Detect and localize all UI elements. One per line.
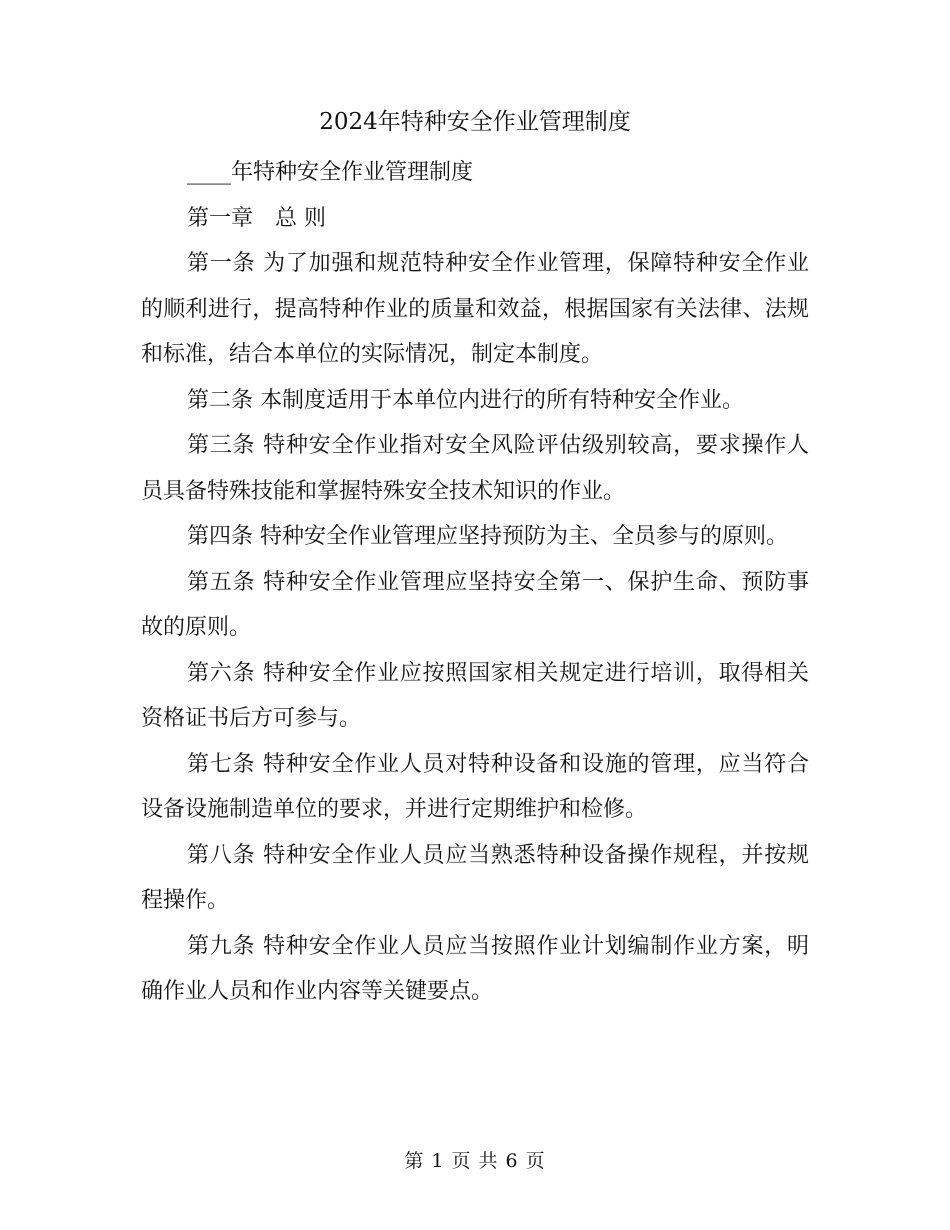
article-6: 第六条 特种安全作业应按照国家相关规定进行培训，取得相关资格证书后方可参与。 <box>141 660 809 731</box>
article-8: 第八条 特种安全作业人员应当熟悉特种设备操作规程，并按规程操作。 <box>141 842 809 913</box>
article-3: 第三条 特种安全作业指对安全风险评估级别较高，要求操作人员具备特殊技能和掌握特殊安全技术知识的作业。 <box>141 433 809 504</box>
document-title: 2024年特种安全作业管理制度 <box>319 109 631 135</box>
article-9: 第九条 特种安全作业人员应当按照作业计划编制作业方案，明确作业人员和作业内容等关键要点。 <box>141 933 809 1004</box>
article-5: 第五条 特种安全作业管理应坚持安全第一、保护生命、预防事故的原则。 <box>141 569 809 640</box>
document-body <box>141 150 809 1015</box>
chapter-heading: 第一章 总 则 <box>187 205 326 231</box>
article-7: 第七条 特种安全作业人员对特种设备和设施的管理，应当符合设备设施制造单位的要求，并进行定期维护和检修。 <box>141 751 809 822</box>
article-2: 第二条 本制度适用于本单位内进行的所有特种安全作业。 <box>187 387 744 413</box>
article-4: 第四条 特种安全作业管理应坚持预防为主、全员参与的原则。 <box>187 524 788 549</box>
subtitle-paragraph: ____年特种安全作业管理制度 <box>187 160 474 185</box>
article-1: 第一条 为了加强和规范特种安全作业管理，保障特种安全作业的顺利进行，提高特种作业的质量和效益，根据国家有关法律、法规和标准，结合本单位的实际情况，制定本制度。 <box>141 251 809 367</box>
page-footer: 第 1 页 共 6 页 <box>404 1150 546 1172</box>
